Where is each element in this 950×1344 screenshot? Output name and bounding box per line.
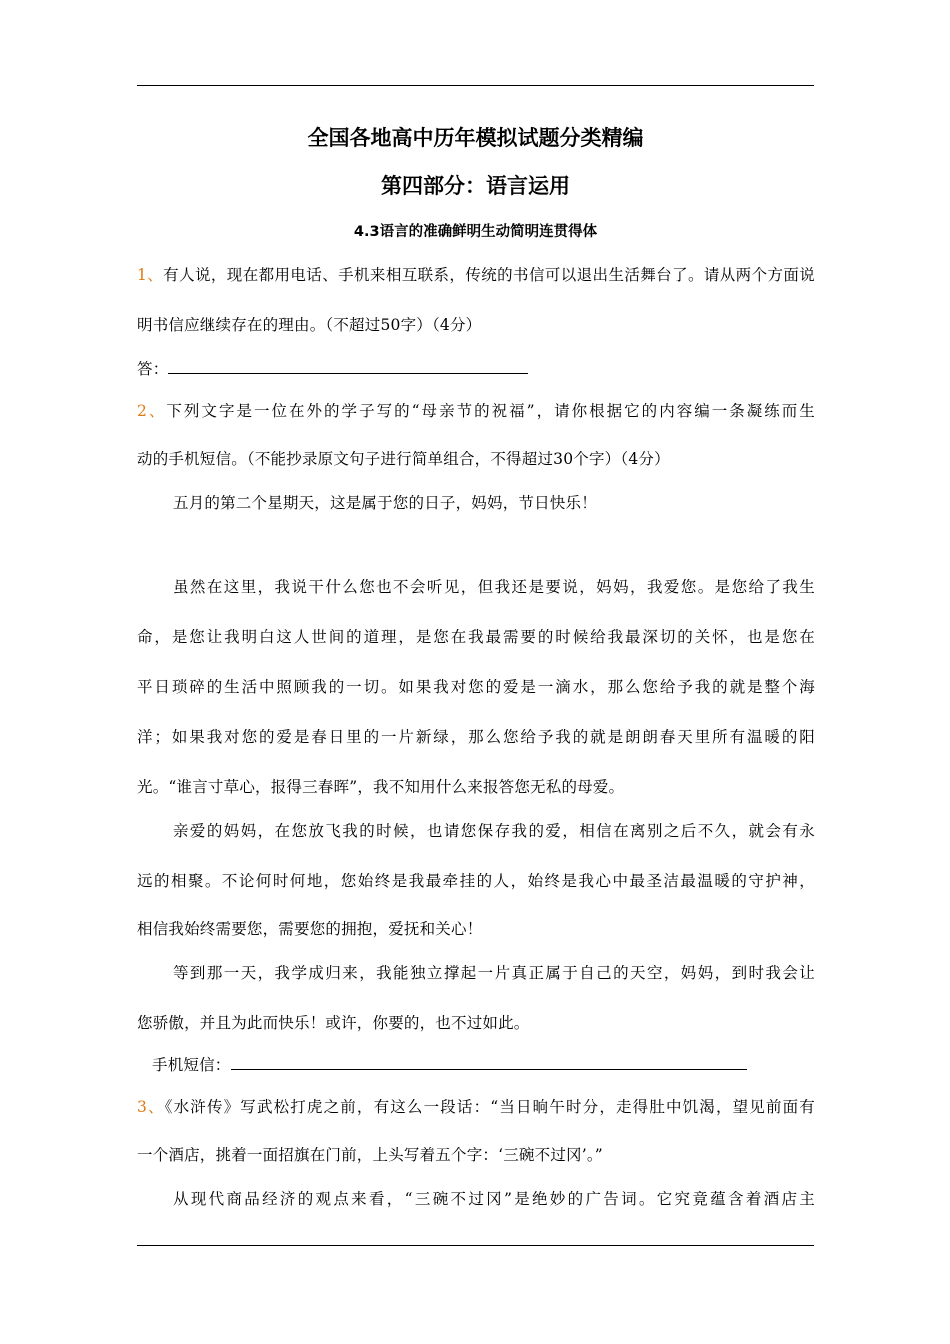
passage-line: 命，是您让我明白这人世间的道理，是您在我最需要的时候给我最深切的关怀，也是您在 [137, 628, 815, 646]
sms-label: 手机短信： [152, 1056, 231, 1074]
question-1-line-1 [137, 264, 815, 286]
question-1-number: 1 [137, 266, 148, 284]
question-3-separator: 、 [147, 1098, 165, 1116]
passage-line: 远的相聚。不论何时何地，您始终是我最牵挂的人，始终是我心中最圣洁最温暖的守护神， [137, 872, 815, 890]
answer-label: 答： [137, 360, 169, 378]
section-title: 4.3语言的准确鲜明生动简明连贯得体 [353, 224, 598, 240]
question-1-text: 有人说，现在都用电话、手机来相互联系，传统的书信可以退出生活舞台了。请从两个方面说 [163, 266, 815, 284]
question-3-line-2: 一个酒店，挑着一面招旗在门前，上头写着五个字：‘三碗不过冈’。” [137, 1146, 603, 1164]
question-3-line-1 [137, 1096, 815, 1118]
footer-rule [137, 1245, 814, 1246]
passage-line: 平日琐碎的生活中照顾我的一切。如果我对您的爱是一滴水，那么您给予我的就是整个海 [137, 678, 815, 696]
passage-line: 相信我始终需要您，需要您的拥抱，爱抚和关心！ [137, 920, 483, 938]
question-1-answer [137, 358, 815, 380]
question-2-line-2: 动的手机短信。（不能抄录原文句子进行简单组合，不得超过30个字）（4分） [137, 450, 670, 468]
passage-line: 洋；如果我对您的爱是春日里的一片新绿，那么您给予我的就是朗朗春天里所有温暖的阳 [137, 728, 815, 746]
question-2-separator: 、 [147, 402, 167, 420]
sms-answer-blank[interactable] [231, 1055, 747, 1070]
passage-line: 光。“谁言寸草心，报得三春晖”，我不知用什么来报答您无私的母爱。 [137, 778, 625, 796]
question-3-number: 3 [137, 1098, 148, 1116]
passage-line: 虽然在这里，我说干什么您也不会听见，但我还是要说，妈妈，我爱您。是您给了我生 [173, 578, 815, 596]
passage-line: 您骄傲，并且为此而快乐！或许，你要的，也不过如此。 [137, 1014, 530, 1032]
question-1-separator: 、 [147, 266, 164, 284]
passage-line: 等到那一天，我学成归来，我能独立撑起一片真正属于自己的天空，妈妈，到时我会让 [173, 964, 815, 982]
answer-blank[interactable] [168, 359, 528, 374]
question-3-text: 《水浒传》写武松打虎之前，有这么一段话：“当日晌午时分，走得肚中饥渴，望见前面有 [164, 1098, 815, 1116]
passage-line: 亲爱的妈妈，在您放飞我的时候，也请您保存我的爱，相信在离别之后不久，就会有永 [173, 822, 815, 840]
question-3-line-3: 从现代商品经济的观点来看，“三碗不过冈”是绝妙的广告词。它究竟蕴含着酒店主 [173, 1190, 815, 1208]
passage-line: 五月的第二个星期天，这是属于您的日子，妈妈，节日快乐！ [173, 494, 597, 512]
question-2-text: 下列文字是一位在外的学子写的“母亲节的祝福”，请你根据它的内容编一条凝练而生 [166, 402, 816, 420]
question-1-line-2: 明书信应继续存在的理由。（不超过50字）（4分） [137, 316, 482, 334]
header-rule [137, 85, 814, 86]
document-title: 全国各地高中历年模拟试题分类精编 [307, 126, 644, 150]
question-2-line-1 [137, 400, 815, 422]
part-title: 第四部分：语言运用 [381, 174, 570, 198]
sms-answer-row [152, 1054, 830, 1076]
question-2-number: 2 [137, 402, 148, 420]
